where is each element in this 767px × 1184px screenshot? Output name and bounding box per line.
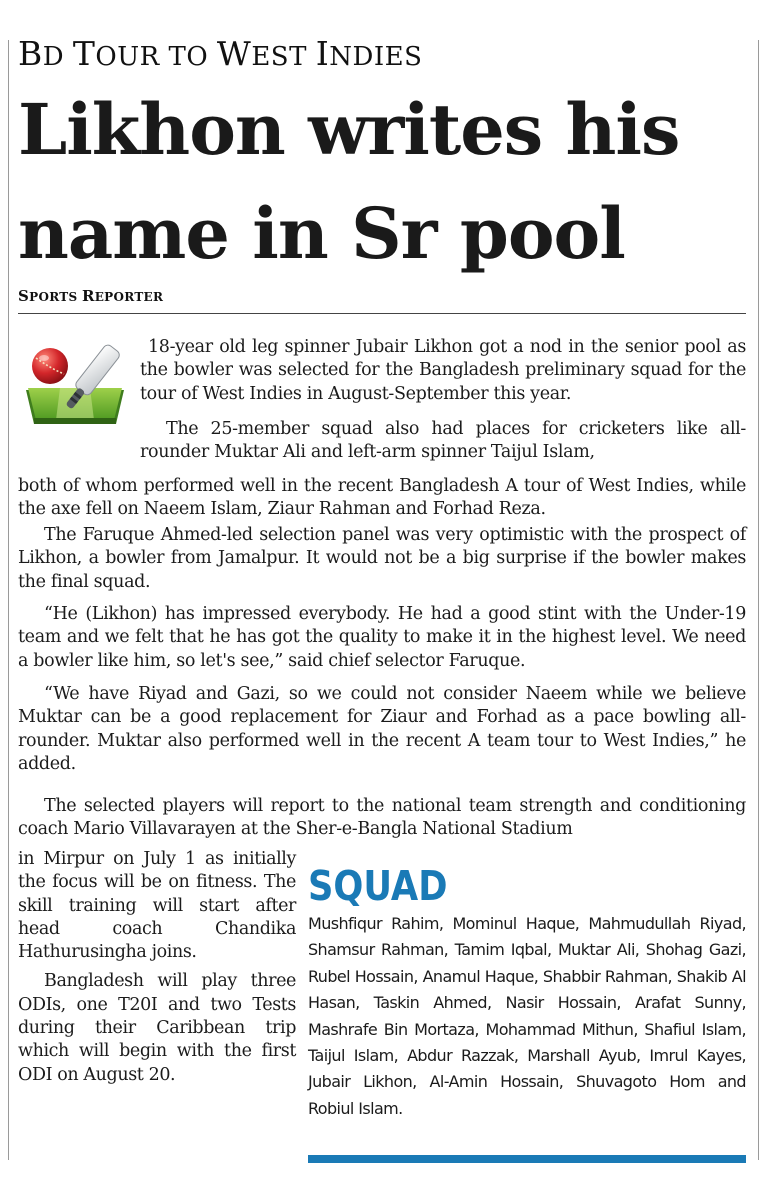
paragraph-quote-2: “We have Riyad and Gazi, so we could not consider Naeem while we believe Muktar can be a good replacement for Ziaur and Forhad as a pace bowling all-rounder. Muktar also performed well in the recent A team tour to West Indies,” he added. (18, 684, 746, 774)
headline (18, 78, 758, 286)
paragraph-quote-1: “He (Likhon) has impressed everybody. He had a good stint with the Under-19 team and we felt that he has got the quality to make it in the highest level. We need a bowler like him, so let's see,” said chief selector Faruque. (18, 604, 746, 671)
paragraph-intro: 18-year old leg spinner Jubair Likhon got a nod in the senior pool as the bowler was selected for the Bangladesh preliminary squad for the tour of West Indies in August-September this year. (140, 337, 746, 404)
paragraph-selection-panel: The Faruque Ahmed-led selection panel was very optimistic with the prospect of Likhon, a bowler from Jamalpur. It would not be a big surprise if the bowler makes the final squad. (18, 525, 746, 592)
byline-divider (18, 313, 746, 314)
cricket-ball-bat-icon (20, 338, 132, 430)
squad-list: Mushfiqur Rahim, Mominul Haque, Mahmudullah Riyad, Shamsur Rahman, Tamim Iqbal, Muktar Ali, Shohag Gazi, Rubel Hossain, Anamul Haque, Shabbir Rahman, Shakib Al Hasan, Taskin Ahmed, Nasir Hossain, Arafat Sunny, Mashrafe Bin Mortaza, Mohammad Mithun, Shafiul Islam, Taijul Islam, Abdur Razzak, Marshall Ayub, Imrul Kayes, Jubair Likhon, Al-Amin Hossain, Shuvagoto Hom and Robiul Islam. (308, 914, 746, 1118)
headline-line-1: Likhon writes his (18, 88, 680, 171)
headline-line-2: name in Sr pool (18, 192, 625, 275)
paragraph-schedule: Bangladesh will play three ODIs, one T20I and two Tests during their Caribbean trip which will begin with the first ODI on August 20. (18, 971, 296, 1085)
kicker: BD TOUR TO WEST INDIES (18, 34, 423, 73)
paragraph-squad-places: The 25-member squad also had places for cricketers like all-rounder Muktar Ali and left-arm spinner Taijul Islam, (140, 419, 746, 463)
right-column-rule (758, 40, 759, 1160)
left-column-rule (8, 40, 9, 1160)
byline: SPORTS REPORTER (18, 287, 164, 305)
paragraph-report: The selected players will report to the national team strength and conditioning coach Mario Villavarayen at the Sher-e-Bangla National Stadium (18, 796, 746, 840)
squad-title: SQUAD (308, 862, 448, 910)
left-column-text (18, 848, 296, 1093)
paragraph-squad-places-cont: both of whom performed well in the recent Bangladesh A tour of West Indies, while the axe fell on Naeem Islam, Ziaur Rahman and Forhad Reza. (18, 476, 746, 520)
paragraph-report-cont: in Mirpur on July 1 as initially the focus will be on fitness. The skill training will start after head coach Chandika Hathurusingha joins. (18, 849, 296, 963)
squad-underline (308, 1155, 746, 1163)
